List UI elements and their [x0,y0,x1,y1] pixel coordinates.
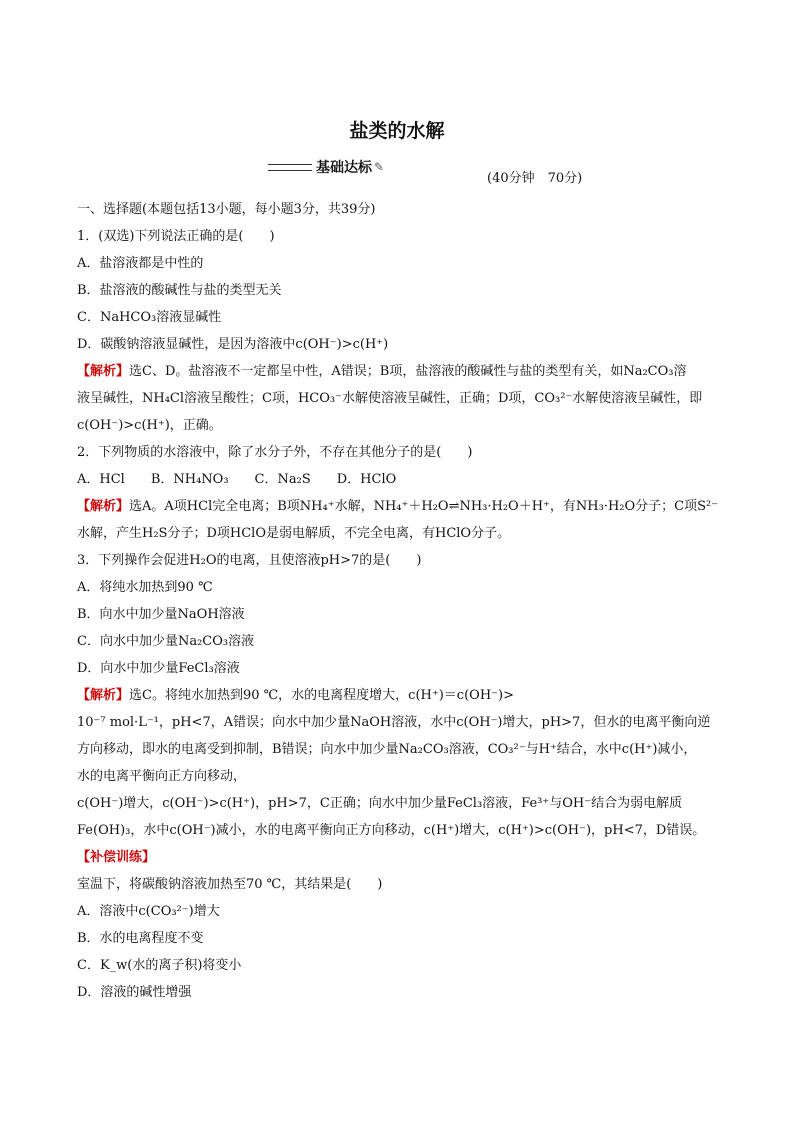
compensation-option-b: B．水的电离程度不变 [77,931,204,946]
question-1-option-d: D．碳酸钠溶液显碱性，是因为溶液中c(OH⁻)>c(H⁺) [77,337,389,352]
analysis-1-line-2: 液呈碱性，NH₄Cl溶液呈酸性；C项，HCO₃⁻水解使溶液呈碱性，正确；D项，CO₃²⁻水解使溶液呈碱性，即 [77,391,703,406]
analysis-3-line-2: 10⁻⁷ mol·L⁻¹，pH<7，A错误；向水中加少量NaOH溶液，水中c(OH⁻)增大，pH>7，但水的电离平衡向逆 [77,715,711,730]
compensation-option-d: D．溶液的碱性增强 [77,985,192,1000]
question-1-option-c: C．NaHCO₃溶液显碱性 [77,310,222,325]
analysis-3-line-3: 方向移动，即水的电离受到抑制，B错误；向水中加少量Na₂CO₃溶液，CO₃²⁻与H⁺结合，水中c(H⁺)减小， [77,742,697,757]
question-2-options: A．HCl B．NH₄NO₃ C．Na₂S D．HClO [77,472,397,487]
question-3-stem: 3．下列操作会促进H₂O的电离，且使溶液pH>7的是( ) [77,553,422,568]
question-3-option-b: B．向水中加少量NaOH溶液 [77,607,245,622]
compensation-question-stem: 室温下，将碳酸钠溶液加热至70 ℃，其结果是( ) [77,877,383,892]
section-header [268,157,384,177]
double-line-divider [268,164,312,171]
analysis-2-line-2: 水解，产生H₂S分子；D项HClO是弱电解质，不完全电离，有HClO分子。 [77,526,511,541]
compensation-option-c: C．K_w(水的离子积)将变小 [77,958,242,973]
analysis-3-line-4: 水的电离平衡向正方向移动， [77,769,247,784]
analysis-1-line-3: c(OH⁻)>c(H⁺)，正确。 [77,418,222,433]
analysis-tag: 【解析】 [77,499,130,514]
analysis-3-line-5: c(OH⁻)增大，c(OH⁻)>c(H⁺)，pH>7，C正确；向水中加少量FeCl₃溶液，Fe³⁺与OH⁻结合为弱电解质 [77,796,683,811]
question-3-option-d: D．向水中加少量FeCl₃溶液 [77,661,240,676]
question-3-option-a: A．将纯水加热到90 ℃ [77,580,213,595]
question-3-option-c: C．向水中加少量Na₂CO₃溶液 [77,634,255,649]
analysis-tag: 【解析】 [77,364,130,379]
question-1-option-a: A．盐溶液都是中性的 [77,256,204,271]
compensation-tag: 【补偿训练】 [77,850,156,865]
analysis-3-line-6: Fe(OH)₃，水中c(OH⁻)减小，水的电离平衡向正方向移动，c(H⁺)增大，c(H⁺)>c(OH⁻)，pH<7，D错误。 [77,823,706,838]
time-info: (40分钟 70分) [487,171,583,186]
analysis-2-line-1: 【解析】选A。A项HCl完全电离；B项NH₄⁺水解，NH₄⁺＋H₂O⇌NH₃·H₂O＋H⁺，有NH₃·H₂O分子；C项S²⁻ [77,499,719,514]
question-2-stem: 2．下列物质的水溶液中，除了水分子外，不存在其他分子的是( ) [77,445,473,460]
question-1-option-b: B．盐溶液的酸碱性与盐的类型无关 [77,283,282,298]
analysis-tag: 【解析】 [77,688,130,703]
analysis-1-line-1: 【解析】选C、D。盐溶液不一定都呈中性，A错误；B项，盐溶液的酸碱性与盐的类型有关，如Na₂CO₃溶 [77,364,687,379]
pencil-icon: ✎ [374,160,385,174]
section-label: 基础达标 [316,160,372,176]
compensation-option-a: A．溶液中c(CO₃²⁻)增大 [77,904,220,919]
analysis-3-line-1: 【解析】选C。将纯水加热到90 ℃，水的电离程度增大，c(H⁺)＝c(OH⁻)> [77,688,514,703]
compensation-tag-line [77,844,727,871]
section-heading: 一、选择题(本题包括13小题，每小题3分，共39分) [77,202,376,217]
document-body [77,196,727,1006]
question-1-stem: 1．(双选)下列说法正确的是( ) [77,229,275,244]
page-title: 盐类的水解 [349,120,445,142]
